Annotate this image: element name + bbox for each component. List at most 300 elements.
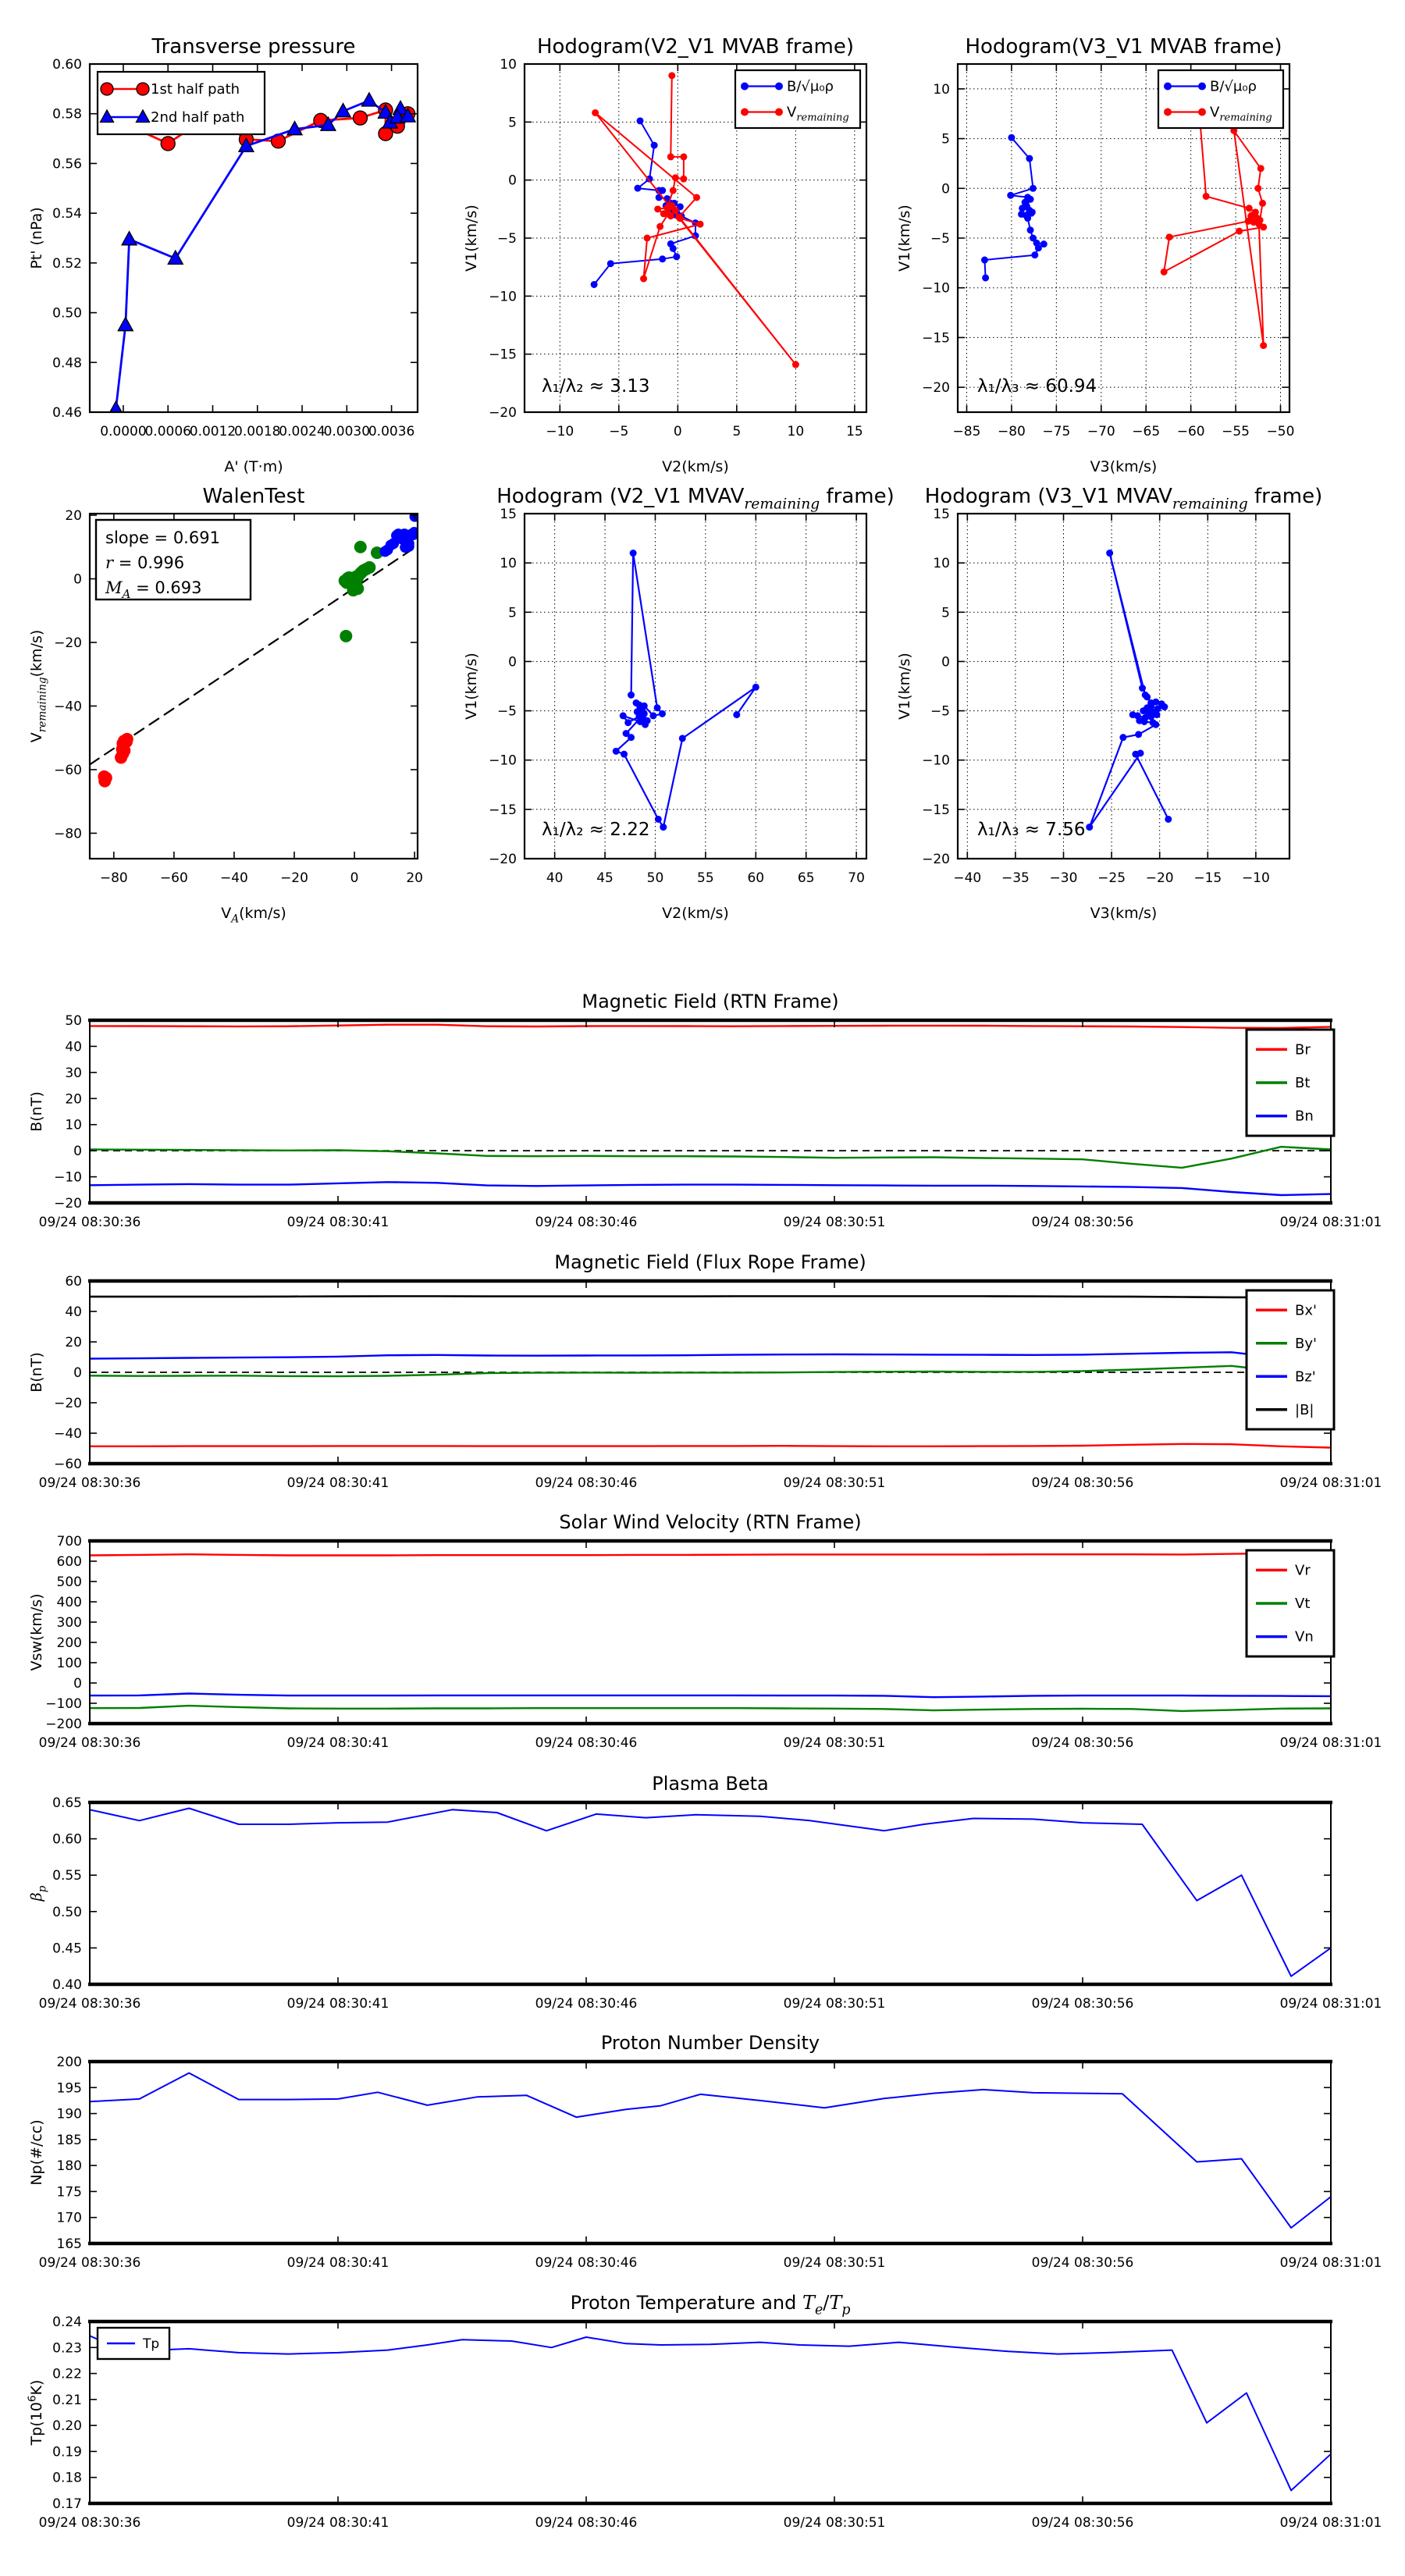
x-tick-label: 09/24 08:30:51 xyxy=(783,2255,886,2271)
x-tick-label: −35 xyxy=(1001,870,1030,886)
x-tick-label: 5 xyxy=(732,424,742,439)
x-tick-label: −60 xyxy=(159,870,188,886)
circle-marker xyxy=(340,630,352,642)
circle-marker xyxy=(354,541,367,553)
circle-marker xyxy=(1030,185,1037,192)
plot-title: Plasma Beta xyxy=(652,1773,769,1795)
legend-label: Bz' xyxy=(1295,1368,1316,1386)
circle-marker xyxy=(400,542,411,553)
y-tick-label: −10 xyxy=(922,280,950,297)
x-tick-label: −30 xyxy=(1049,870,1078,886)
x-tick-label: 09/24 08:30:46 xyxy=(535,2255,638,2271)
y-tick-label: −20 xyxy=(489,405,517,421)
legend xyxy=(96,520,251,601)
y-tick-label: 0 xyxy=(508,654,517,671)
circle-marker xyxy=(670,245,677,252)
y-tick-label: 5 xyxy=(941,605,950,621)
circle-marker xyxy=(354,111,368,125)
x-tick-label: −80 xyxy=(997,424,1026,439)
x-tick-label: 15 xyxy=(846,424,863,439)
x-tick-label: 09/24 08:30:56 xyxy=(1031,2255,1134,2271)
y-tick-label: 0.55 xyxy=(52,1868,82,1884)
y-tick-label: −100 xyxy=(45,1696,82,1712)
circle-marker xyxy=(1007,192,1014,199)
y-tick-label: 600 xyxy=(56,1554,82,1570)
plot-title: Transverse pressure xyxy=(151,35,356,59)
plot-title: Hodogram(V2_V1 MVAB frame) xyxy=(536,35,855,59)
y-tick-label: 50 xyxy=(65,1013,82,1029)
legend-stat-line: slope = 0.691 xyxy=(105,528,220,547)
y-tick-label: 0.48 xyxy=(52,355,82,372)
y-tick-label: −5 xyxy=(496,703,517,720)
y-tick-label: −80 xyxy=(54,826,82,842)
circle-marker xyxy=(1135,731,1142,738)
x-tick-label: 09/24 08:31:01 xyxy=(1279,1475,1382,1491)
circle-marker xyxy=(668,202,675,209)
x-tick-label: 09/24 08:30:36 xyxy=(38,2515,141,2531)
x-tick-label: 09/24 08:31:01 xyxy=(1279,2515,1382,2531)
y-tick-label: 10 xyxy=(500,556,517,572)
circle-marker xyxy=(628,734,635,741)
y-tick-label: −20 xyxy=(489,852,517,867)
x-tick-label: 09/24 08:30:51 xyxy=(783,1215,886,1230)
circle-marker xyxy=(1129,711,1136,718)
y-tick-label: −5 xyxy=(930,231,950,247)
y-tick-label: −20 xyxy=(54,1396,82,1411)
circle-marker xyxy=(792,361,799,368)
x-tick-label: 09/24 08:31:01 xyxy=(1279,1215,1382,1230)
legend-label: B/√μ₀ρ xyxy=(787,78,834,95)
legend-label: Bn xyxy=(1295,1108,1314,1125)
circle-marker xyxy=(624,719,631,726)
circle-marker xyxy=(161,137,175,151)
x-tick-label: 09/24 08:30:41 xyxy=(286,2515,389,2531)
x-axis-label: V2(km/s) xyxy=(662,905,729,922)
x-tick-label: −70 xyxy=(1087,424,1115,439)
legend-label: B/√μ₀ρ xyxy=(1210,78,1257,95)
circle-marker xyxy=(613,748,620,755)
legend-stat-line: $M_A = 0.693$ xyxy=(105,578,202,601)
x-tick-label: 09/24 08:30:56 xyxy=(1031,1215,1134,1230)
y-tick-label: 0 xyxy=(941,181,950,197)
y-tick-label: 0.17 xyxy=(52,2496,82,2512)
circle-marker xyxy=(654,704,661,711)
y-tick-label: 40 xyxy=(65,1304,82,1320)
y-tick-label: 0.19 xyxy=(52,2444,82,2460)
circle-marker xyxy=(1164,109,1172,116)
y-axis-label: V1(km/s) xyxy=(463,205,480,272)
annotation: λ₁/λ₂ ≈ 3.13 xyxy=(542,376,650,397)
x-tick-label: 09/24 08:30:36 xyxy=(38,2255,141,2271)
circle-marker xyxy=(1259,200,1266,207)
x-axis-label: V3(km/s) xyxy=(1090,905,1158,922)
x-tick-label: 60 xyxy=(747,870,765,886)
y-tick-label: 10 xyxy=(933,81,950,98)
legend xyxy=(1158,70,1283,128)
x-tick-label: 0 xyxy=(673,424,682,439)
y-tick-label: 170 xyxy=(56,2210,82,2226)
x-tick-label: −40 xyxy=(220,870,248,886)
circle-marker xyxy=(1254,185,1261,192)
circle-marker xyxy=(1024,215,1031,222)
x-tick-label: 20 xyxy=(406,870,423,886)
circle-marker xyxy=(1161,269,1168,276)
circle-marker xyxy=(1236,228,1243,235)
x-tick-label: 09/24 08:30:46 xyxy=(535,1735,638,1751)
circle-marker xyxy=(693,194,700,201)
y-tick-label: 0.18 xyxy=(52,2470,82,2486)
y-tick-label: 0.58 xyxy=(52,106,82,123)
circle-marker xyxy=(1246,205,1253,212)
y-tick-label: 20 xyxy=(65,508,82,525)
y-tick-label: 20 xyxy=(65,1335,82,1350)
x-tick-label: 09/24 08:30:51 xyxy=(783,2515,886,2531)
legend-label: 2nd half path xyxy=(151,109,245,126)
legend-label: |B| xyxy=(1295,1401,1314,1418)
x-tick-label: 09/24 08:30:41 xyxy=(286,1475,389,1491)
circle-marker xyxy=(1166,233,1173,240)
y-tick-label: 0.46 xyxy=(52,405,82,421)
circle-marker xyxy=(680,176,687,183)
circle-marker xyxy=(621,751,628,758)
y-axis-label: V1(km/s) xyxy=(896,653,913,720)
circle-marker xyxy=(1260,342,1267,349)
x-tick-label: 09/24 08:31:01 xyxy=(1279,1996,1382,2012)
circle-marker xyxy=(630,550,637,557)
circle-marker xyxy=(1031,251,1038,258)
legend-label: Tp xyxy=(143,2336,160,2352)
x-tick-label: 0.0018 xyxy=(234,424,281,439)
circle-marker xyxy=(1152,721,1159,728)
x-tick-label: 09/24 08:30:41 xyxy=(286,1996,389,2012)
circle-marker xyxy=(592,109,599,116)
circle-marker xyxy=(1027,226,1034,233)
circle-marker xyxy=(656,223,663,230)
y-tick-label: 100 xyxy=(56,1656,82,1671)
circle-marker xyxy=(116,738,129,750)
circle-marker xyxy=(741,83,749,91)
y-tick-label: −10 xyxy=(922,753,950,769)
y-tick-label: 5 xyxy=(508,605,517,621)
y-tick-label: 0.60 xyxy=(52,1831,82,1848)
circle-marker xyxy=(591,281,598,288)
y-tick-label: 0.50 xyxy=(52,1904,82,1920)
y-tick-label: 20 xyxy=(65,1091,82,1108)
circle-marker xyxy=(351,582,364,595)
circle-marker xyxy=(1119,734,1126,741)
circle-marker xyxy=(668,72,675,79)
x-axis-label: V2(km/s) xyxy=(662,458,729,475)
circle-marker xyxy=(680,153,687,160)
annotation: λ₁/λ₃ ≈ 60.94 xyxy=(977,376,1097,397)
circle-marker xyxy=(363,561,375,574)
x-tick-label: 09/24 08:30:56 xyxy=(1031,1735,1134,1751)
circle-marker xyxy=(654,205,661,212)
circle-marker xyxy=(672,174,679,181)
y-tick-label: 15 xyxy=(500,507,517,522)
plot-title: Proton Temperature and $T_e/T_p$ xyxy=(570,2292,851,2318)
y-tick-label: −40 xyxy=(54,699,82,715)
y-tick-label: 5 xyxy=(508,115,517,131)
x-tick-label: 0 xyxy=(350,870,359,886)
circle-marker xyxy=(659,255,666,262)
circle-marker xyxy=(1198,109,1206,116)
circle-marker xyxy=(1027,196,1034,203)
y-tick-label: 700 xyxy=(56,1534,82,1550)
y-axis-label: $V_{remaining}(km/s)$ xyxy=(28,629,49,743)
plot-title: Hodogram(V3_V1 MVAB frame) xyxy=(965,35,1282,59)
circle-marker xyxy=(1035,244,1042,251)
x-tick-label: 0.0000 xyxy=(100,424,147,439)
y-tick-label: −40 xyxy=(54,1426,82,1442)
y-tick-label: −20 xyxy=(922,380,950,397)
y-tick-label: −20 xyxy=(54,1196,82,1212)
y-axis-label: Np(#/cc) xyxy=(28,2119,45,2186)
circle-marker xyxy=(1132,751,1139,758)
x-tick-label: 0.0030 xyxy=(323,424,371,439)
x-tick-label: 09/24 08:30:51 xyxy=(783,1996,886,2012)
circle-marker xyxy=(677,215,684,222)
y-tick-label: 0.20 xyxy=(52,2418,82,2435)
y-tick-label: 0.54 xyxy=(52,206,82,222)
legend xyxy=(1247,1030,1334,1136)
circle-marker xyxy=(665,210,672,217)
y-axis-label: $Tp(10^6K)$ xyxy=(26,2379,45,2446)
circle-marker xyxy=(982,274,989,281)
circle-marker xyxy=(697,221,704,228)
legend-stat-line: r = 0.996 xyxy=(105,553,185,572)
circle-marker xyxy=(1106,550,1113,557)
y-tick-label: 15 xyxy=(933,507,950,522)
circle-marker xyxy=(607,260,614,267)
y-tick-label: 0.52 xyxy=(52,255,82,272)
circle-marker xyxy=(752,684,759,691)
x-tick-label: 09/24 08:30:56 xyxy=(1031,2515,1134,2531)
y-tick-label: −15 xyxy=(922,802,950,818)
x-tick-label: 0.0024 xyxy=(279,424,325,439)
x-tick-label: 10 xyxy=(787,424,805,439)
circle-marker xyxy=(137,83,149,95)
x-tick-label: −10 xyxy=(546,424,574,439)
legend-label: Vn xyxy=(1295,1628,1314,1646)
y-tick-label: −15 xyxy=(489,347,517,363)
legend-label: Br xyxy=(1295,1041,1311,1059)
y-tick-label: 200 xyxy=(56,2055,82,2070)
y-tick-label: 0.22 xyxy=(52,2366,82,2382)
y-tick-label: −5 xyxy=(496,231,517,247)
x-tick-label: 09/24 08:30:46 xyxy=(535,1215,638,1230)
plot-title: Proton Number Density xyxy=(600,2032,820,2054)
x-tick-label: 45 xyxy=(596,870,614,886)
y-tick-label: 0.50 xyxy=(52,305,82,322)
y-tick-label: −10 xyxy=(489,753,517,769)
x-tick-label: 09/24 08:30:51 xyxy=(783,1735,886,1751)
y-axis-label: Pt' (nPa) xyxy=(28,207,45,269)
plot-title: Hodogram (V2_V1 $MVAV_{remaining}$ frame) xyxy=(496,485,895,513)
circle-marker xyxy=(1144,693,1151,700)
y-axis-label: B(nT) xyxy=(28,1091,45,1132)
circle-marker xyxy=(673,253,680,260)
x-tick-label: −20 xyxy=(1145,870,1174,886)
x-tick-label: −55 xyxy=(1222,424,1250,439)
circle-marker xyxy=(1008,134,1015,141)
circle-marker xyxy=(634,185,641,192)
annotation: λ₁/λ₂ ≈ 2.22 xyxy=(542,820,650,840)
circle-marker xyxy=(1086,824,1093,831)
circle-marker xyxy=(1245,218,1252,225)
circle-marker xyxy=(641,710,648,717)
x-tick-label: 0.0012 xyxy=(189,424,237,439)
y-tick-label: −20 xyxy=(922,852,950,867)
plot-title: Magnetic Field (RTN Frame) xyxy=(582,991,839,1012)
circle-marker xyxy=(670,187,677,194)
circle-marker xyxy=(741,109,749,116)
x-tick-label: −15 xyxy=(1193,870,1222,886)
circle-marker xyxy=(640,276,647,283)
x-tick-label: −60 xyxy=(1176,424,1205,439)
y-tick-label: 175 xyxy=(56,2184,82,2201)
x-tick-label: 50 xyxy=(646,870,664,886)
x-tick-label: 09/24 08:31:01 xyxy=(1279,1735,1382,1751)
x-tick-label: 09/24 08:30:36 xyxy=(38,1475,141,1491)
circle-marker xyxy=(628,692,635,699)
circle-marker xyxy=(1165,816,1172,823)
y-tick-label: 0.24 xyxy=(52,2314,82,2330)
y-tick-label: 60 xyxy=(65,1274,82,1290)
circle-marker xyxy=(1203,193,1210,200)
y-tick-label: 10 xyxy=(500,57,517,73)
x-tick-label: 0.0036 xyxy=(368,424,415,439)
circle-marker xyxy=(775,109,783,116)
y-tick-label: 0 xyxy=(941,654,950,671)
y-tick-label: −60 xyxy=(54,762,82,778)
circle-marker xyxy=(1026,155,1033,162)
y-tick-label: 0.45 xyxy=(52,1941,82,1957)
circle-marker xyxy=(101,83,113,95)
legend-label: $V_{remaining}$ xyxy=(1210,104,1272,124)
circle-marker xyxy=(679,735,686,742)
x-tick-label: −25 xyxy=(1097,870,1126,886)
y-axis-label: $\beta_p$ xyxy=(28,1885,49,1902)
circle-marker xyxy=(644,235,651,242)
circle-marker xyxy=(655,816,662,823)
x-tick-label: 09/24 08:30:41 xyxy=(286,1735,389,1751)
y-axis-label: Vsw(km/s) xyxy=(28,1593,45,1671)
y-axis-label: B(nT) xyxy=(28,1352,45,1393)
y-tick-label: −5 xyxy=(930,703,950,720)
y-tick-label: 30 xyxy=(65,1065,82,1081)
x-tick-label: 40 xyxy=(546,870,564,886)
y-tick-label: 0 xyxy=(73,1676,82,1692)
circle-marker xyxy=(1198,83,1206,91)
y-tick-label: −200 xyxy=(45,1717,82,1732)
circle-marker xyxy=(1019,205,1026,212)
x-tick-label: −10 xyxy=(1241,870,1270,886)
y-tick-label: −10 xyxy=(489,289,517,305)
y-tick-label: 0.21 xyxy=(52,2392,82,2408)
circle-marker xyxy=(1139,685,1146,692)
plot-title: WalenTest xyxy=(202,485,305,508)
y-tick-label: −10 xyxy=(54,1169,82,1186)
y-tick-label: 165 xyxy=(56,2236,82,2252)
y-tick-label: 185 xyxy=(56,2132,82,2148)
y-tick-label: 200 xyxy=(56,1635,82,1651)
circle-marker xyxy=(637,718,644,725)
x-tick-label: −80 xyxy=(99,870,128,886)
plot-title: Hodogram (V3_V1 $MVAV_{remaining}$ frame) xyxy=(924,485,1323,513)
y-tick-label: −15 xyxy=(489,802,517,818)
circle-marker xyxy=(637,117,644,124)
y-tick-label: 10 xyxy=(65,1117,82,1133)
x-tick-label: 65 xyxy=(797,870,815,886)
circle-marker xyxy=(1018,211,1025,218)
x-tick-label: 09/24 08:30:41 xyxy=(286,1215,389,1230)
legend-label: Bt xyxy=(1295,1075,1311,1091)
annotation: λ₁/λ₃ ≈ 7.56 xyxy=(977,820,1086,840)
y-tick-label: −15 xyxy=(922,330,950,347)
circle-marker xyxy=(660,824,667,831)
circle-marker xyxy=(620,712,627,719)
circle-marker xyxy=(1161,703,1168,710)
x-tick-label: −75 xyxy=(1042,424,1071,439)
legend-label: $V_{remaining}$ xyxy=(787,104,849,124)
x-tick-label: 09/24 08:30:41 xyxy=(286,2255,389,2271)
y-tick-label: 0 xyxy=(73,1144,82,1160)
y-axis-label: V1(km/s) xyxy=(896,205,913,272)
x-tick-label: 09/24 08:30:36 xyxy=(38,1735,141,1751)
x-tick-label: 09/24 08:30:46 xyxy=(535,1996,638,2012)
y-tick-label: 10 xyxy=(933,556,950,572)
circle-marker xyxy=(651,142,658,149)
y-tick-label: 180 xyxy=(56,2158,82,2175)
y-tick-label: 0 xyxy=(508,173,517,189)
y-axis-label: V1(km/s) xyxy=(463,653,480,720)
circle-marker xyxy=(1248,212,1255,219)
circle-marker xyxy=(667,153,674,160)
y-tick-label: 400 xyxy=(56,1595,82,1610)
x-axis-label: A' (T·m) xyxy=(224,458,283,475)
circle-marker xyxy=(649,712,656,719)
legend-label: Vt xyxy=(1295,1596,1311,1612)
x-tick-label: 09/24 08:30:56 xyxy=(1031,1996,1134,2012)
x-tick-label: 09/24 08:30:46 xyxy=(535,1475,638,1491)
y-tick-label: −60 xyxy=(54,1457,82,1472)
circle-marker xyxy=(981,257,988,264)
y-tick-label: 0.23 xyxy=(52,2340,82,2357)
circle-marker xyxy=(733,711,740,718)
legend-label: By' xyxy=(1295,1335,1317,1352)
x-tick-label: 70 xyxy=(848,870,865,886)
circle-marker xyxy=(775,83,783,91)
y-tick-label: 0.65 xyxy=(52,1795,82,1811)
legend-label: Vr xyxy=(1295,1562,1311,1579)
legend-label: 1st half path xyxy=(151,81,240,98)
y-tick-label: 0.60 xyxy=(52,57,82,73)
x-tick-label: −85 xyxy=(952,424,981,439)
legend xyxy=(98,72,265,134)
y-tick-label: 500 xyxy=(56,1574,82,1590)
y-tick-label: 0.40 xyxy=(52,1977,82,1993)
circle-marker xyxy=(100,772,112,785)
x-tick-label: 55 xyxy=(697,870,714,886)
x-axis-label: V3(km/s) xyxy=(1090,458,1158,475)
circle-marker xyxy=(1140,718,1147,725)
x-tick-label: 09/24 08:30:46 xyxy=(535,2515,638,2531)
y-tick-label: 40 xyxy=(65,1039,82,1055)
x-tick-label: −65 xyxy=(1132,424,1161,439)
x-tick-label: 09/24 08:31:01 xyxy=(1279,2255,1382,2271)
circle-marker xyxy=(1260,223,1267,230)
